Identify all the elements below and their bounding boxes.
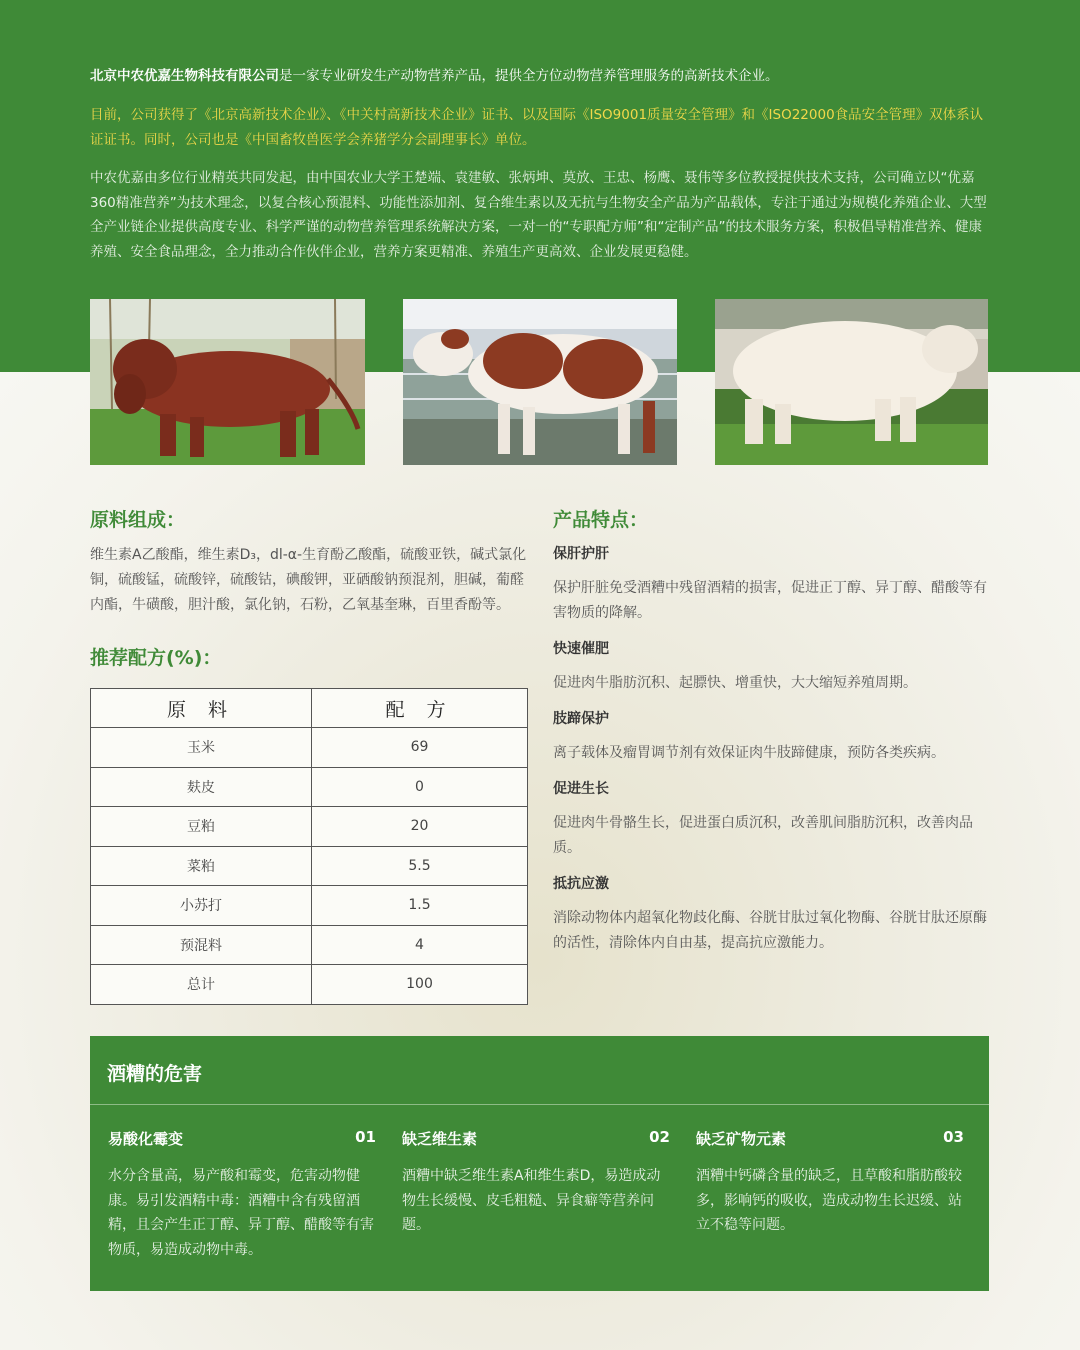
harm-item-minerals (696, 1128, 964, 1238)
cattle-photo-spotted-cow (403, 299, 677, 465)
feature-heading-stress: 抵抗应激 (553, 876, 609, 892)
feature-text-fattening: 促进肉牛脂肪沉积、起膘快、增重快，大大缩短养殖周期。 (553, 675, 917, 691)
feature-text-growth: 促进肉牛骨骼生长，促进蛋白质沉积，改善肌间脂肪沉积，改善肉品质。 (553, 815, 973, 856)
harm-text: 水分含量高，易产酸和霉变，危害动物健康。易引发酒精中毒：酒糟中含有残留酒精，且会产生正丁醇、异丁醇、醋酸等有害物质，易造成动物中毒。 (108, 1168, 374, 1258)
harm-number: 01 (355, 1128, 376, 1146)
company-name: 北京中农优嘉生物科技有限公司 (90, 68, 279, 84)
table-row (91, 728, 528, 768)
feature-heading-growth: 促进生长 (553, 781, 609, 797)
cattle-photo-white-bull (715, 299, 988, 465)
ratio-cell: 4 (312, 925, 528, 965)
column-header-ratio: 配 方 (312, 689, 528, 728)
ratio-cell: 5.5 (312, 846, 528, 886)
table-row (91, 965, 528, 1005)
intro-paragraph-3: 中农优嘉由多位行业精英共同发起，由中国农业大学王楚端、袁建敏、张炳坤、莫放、王忠、杨鹰、聂伟等多位教授提供技术支持，公司确立以“优嘉360精准营养”为技术理念，以复合核心预混料、功能性添加剂、复合维生素以及无抗与生物安全产品为产品载体，专注于通过为规模化养殖企业、大型全产业链企业提供高度专业、科学严谨的动物营养管理系统解决方案，一对一的“专职配方师”和“定制产品”的技术服务方案，积极倡导精准营养、健康养殖、安全食品理念，全力推动合作伙伴企业，营养方案更精准、养殖生产更高效、企业发展更稳健。 (90, 170, 987, 260)
ingredient-cell: 预混料 (91, 925, 312, 965)
ingredient-cell: 玉米 (91, 728, 312, 768)
ratio-cell: 20 (312, 807, 528, 847)
table-row (91, 886, 528, 926)
column-header-ingredient: 原 料 (91, 689, 312, 728)
ratio-cell: 69 (312, 728, 528, 768)
harm-title: 酒糟的危害 (107, 1063, 203, 1085)
ingredients-title: 原料组成： (90, 509, 186, 531)
harm-text: 酒糟中钙磷含量的缺乏，且草酸和脂肪酸较多，影响钙的吸收，造成动物生长迟缓、站立不稳等问题。 (696, 1168, 962, 1233)
feature-heading-fattening: 快速催肥 (553, 641, 609, 657)
harm-heading: 易酸化霉变 (108, 1130, 184, 1148)
feature-text-liver: 保护肝脏免受酒糟中残留酒精的损害，促进正丁醇、异丁醇、醋酸等有害物质的降解。 (553, 580, 987, 621)
harm-divider (90, 1104, 989, 1105)
feature-heading-hoof: 肢蹄保护 (553, 711, 609, 727)
ratio-cell: 100 (312, 965, 528, 1005)
ratio-cell: 0 (312, 767, 528, 807)
harm-item-vitamins (402, 1128, 670, 1238)
formula-table (90, 688, 528, 1005)
table-row (91, 846, 528, 886)
harm-text: 酒糟中缺乏维生素A和维生素D，易造成动物生长缓慢、皮毛粗糙、异食癖等营养问题。 (402, 1168, 661, 1233)
ingredient-cell: 麸皮 (91, 767, 312, 807)
harm-heading: 缺乏矿物元素 (696, 1130, 787, 1148)
intro-paragraph-1 (90, 64, 990, 89)
feature-text-hoof: 离子载体及瘤胃调节剂有效保证肉牛肢蹄健康，预防各类疾病。 (553, 745, 945, 761)
table-row (91, 925, 528, 965)
ratio-cell: 1.5 (312, 886, 528, 926)
formula-title: 推荐配方(%)： (90, 647, 222, 669)
ingredient-cell: 豆粕 (91, 807, 312, 847)
ingredient-cell: 菜粕 (91, 846, 312, 886)
features-title: 产品特点： (553, 509, 649, 531)
table-row (91, 767, 528, 807)
table-header-row (91, 689, 528, 728)
harm-panel (90, 1036, 989, 1291)
intro-p1-text: 是一家专业研发生产动物营养产品，提供全方位动物营养管理服务的高新技术企业。 (279, 68, 779, 84)
harm-number: 03 (943, 1128, 964, 1146)
feature-heading-liver: 保肝护肝 (553, 546, 609, 562)
feature-text-stress: 消除动物体内超氧化物歧化酶、谷胱甘肽过氧化物酶、谷胱甘肽还原酶的活性，清除体内自由基，提高抗应激能力。 (553, 910, 987, 951)
intro-paragraph-2: 目前，公司获得了《北京高新技术企业》、《中关村高新技术企业》证书、以及国际《ISO9001质量安全管理》和《ISO22000食品安全管理》双体系认证证书。同时，公司也是《中国畜牧兽医学会养猪学分会副理事长》单位。 (90, 107, 984, 148)
harm-number: 02 (649, 1128, 670, 1146)
ingredients-text: 维生素A乙酸酯，维生素D₃，dl-α-生育酚乙酸酯，硫酸亚铁，碱式氯化铜，硫酸锰，硫酸锌，硫酸钴，碘酸钾，亚硒酸钠预混剂，胆碱，葡醛内酯，牛磺酸，胆汁酸，氯化钠，石粉，乙氧基奎琳，百里香酚等。 (90, 547, 527, 613)
ingredient-cell: 总计 (91, 965, 312, 1005)
harm-heading: 缺乏维生素 (402, 1130, 478, 1148)
table-row (91, 807, 528, 847)
cattle-photo-red-bull (90, 299, 365, 465)
harm-item-acidification (108, 1128, 376, 1262)
ingredient-cell: 小苏打 (91, 886, 312, 926)
